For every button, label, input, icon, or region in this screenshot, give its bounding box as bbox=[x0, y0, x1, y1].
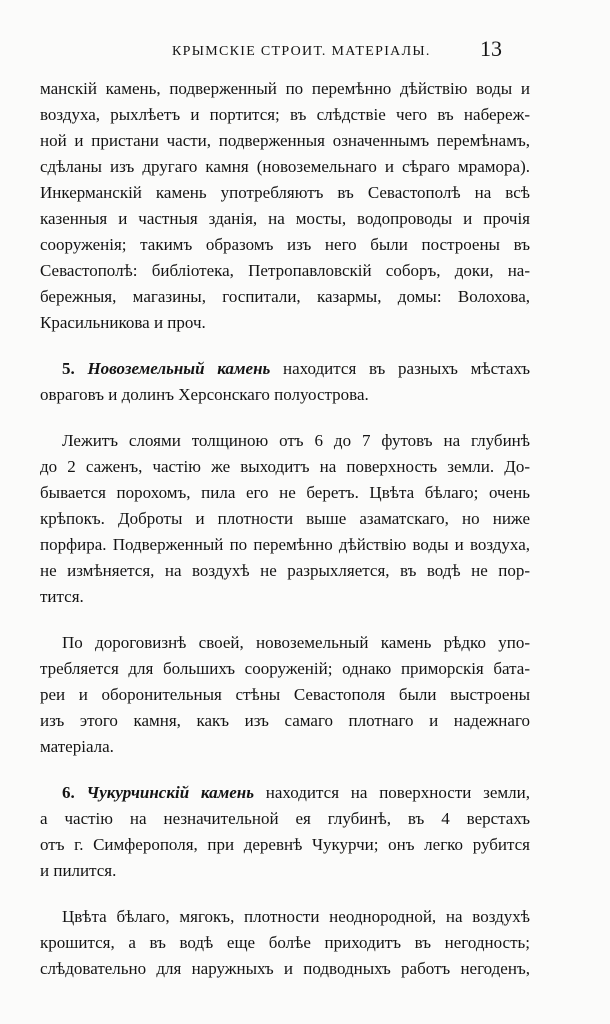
text-line: Цвѣта бѣлаго, мягокъ, плотности неоднородной, на воздухѣ bbox=[62, 907, 530, 926]
running-title: КРЫМСКІЕ СТРОИТ. МАТЕРІАЛЫ. bbox=[172, 44, 431, 59]
text-line: Севастополѣ: библіотека, Петропавловскій соборъ, доки, на- bbox=[40, 261, 530, 280]
text-line: бывается порохомъ, пила его не беретъ. Цвѣта бѣлаго; очень bbox=[40, 483, 530, 502]
text-line: воздуха, рыхлѣетъ и портится; въ слѣдствіе чего въ набереж- bbox=[40, 105, 530, 124]
text-line: порфира. Подверженный по перемѣнно дѣйствію воды и воздуха, bbox=[40, 535, 530, 554]
page-number: 13 bbox=[480, 36, 502, 61]
text-line: слѣдовательно для наружныхъ и подводныхъ работъ негоденъ, bbox=[40, 959, 530, 978]
section-5-paragraph bbox=[40, 356, 530, 408]
section-number: 5. bbox=[62, 359, 75, 378]
text-line: а частію на незначительной ея глубинѣ, въ 4 верстахъ bbox=[40, 809, 530, 828]
body-text bbox=[40, 76, 530, 1002]
text-line: ной и пристани части, подверженныя означеннымъ перемѣнамъ, bbox=[40, 131, 530, 150]
text-line: крѣпокъ. Доброты и плотности выше азаматскаго, но ниже bbox=[40, 509, 530, 528]
text-line: Красильникова и проч. bbox=[40, 313, 206, 332]
section-heading-line bbox=[40, 780, 530, 806]
paragraph bbox=[40, 630, 530, 760]
text-line: матеріала. bbox=[40, 737, 114, 756]
text-line: до 2 саженъ, частію же выходитъ на поверхность земли. До- bbox=[40, 457, 530, 476]
text-line: отъ г. Симферополя, при деревнѣ Чукурчи; онъ легко рубится bbox=[40, 835, 530, 854]
text-line: Лежитъ слоями толщиною отъ 6 до 7 футовъ на глубинѣ bbox=[62, 431, 530, 450]
text-line: овраговъ и долинъ Херсонскаго полуострова. bbox=[40, 385, 369, 404]
section-heading-rest: находится въ разныхъ мѣстахъ bbox=[270, 359, 530, 378]
section-heading-line bbox=[40, 356, 530, 382]
text-line: бережныя, магазины, госпитали, казармы, домы: Волохова, bbox=[40, 287, 530, 306]
text-line: изъ этого камня, какъ изъ самаго плотнаго и надежнаго bbox=[40, 711, 530, 730]
paragraph-continuation bbox=[40, 76, 530, 336]
section-term: Чукурчинскій камень bbox=[86, 783, 255, 802]
text-line: манскій камень, подверженный по перемѣнно дѣйствію воды и bbox=[40, 79, 530, 98]
text-line: требляется для большихъ сооруженій; однако приморскія бата- bbox=[40, 659, 530, 678]
text-line: и пилится. bbox=[40, 861, 117, 880]
text-line: тится. bbox=[40, 587, 84, 606]
text-line: Инкерманскій камень употребляютъ въ Севастополѣ на всѣ bbox=[40, 183, 530, 202]
section-number: 6. bbox=[62, 783, 75, 802]
section-heading-rest: находится на поверхности земли, bbox=[254, 783, 530, 802]
text-line: сдѣланы изъ другаго камня (новоземельнаго и сѣраго мрамора). bbox=[40, 157, 530, 176]
paragraph bbox=[40, 904, 530, 982]
text-line: сооруженія; такимъ образомъ изъ него были построены въ bbox=[40, 235, 530, 254]
text-line: реи и оборонительныя стѣны Севастополя были выстроены bbox=[40, 685, 530, 704]
text-line: крошится, а въ водѣ еще болѣе приходитъ въ негодность; bbox=[40, 933, 530, 952]
paragraph bbox=[40, 428, 530, 610]
text-line: По дороговизнѣ своей, новоземельный камень рѣдко упо- bbox=[62, 633, 530, 652]
section-term: Новоземельный камень bbox=[87, 359, 271, 378]
text-line: казенныя и частныя зданія, на мосты, водопроводы и прочія bbox=[40, 209, 530, 228]
section-6-paragraph bbox=[40, 780, 530, 884]
text-line: не измѣняется, на воздухѣ не разрыхляется, въ водѣ не пор- bbox=[40, 561, 530, 580]
